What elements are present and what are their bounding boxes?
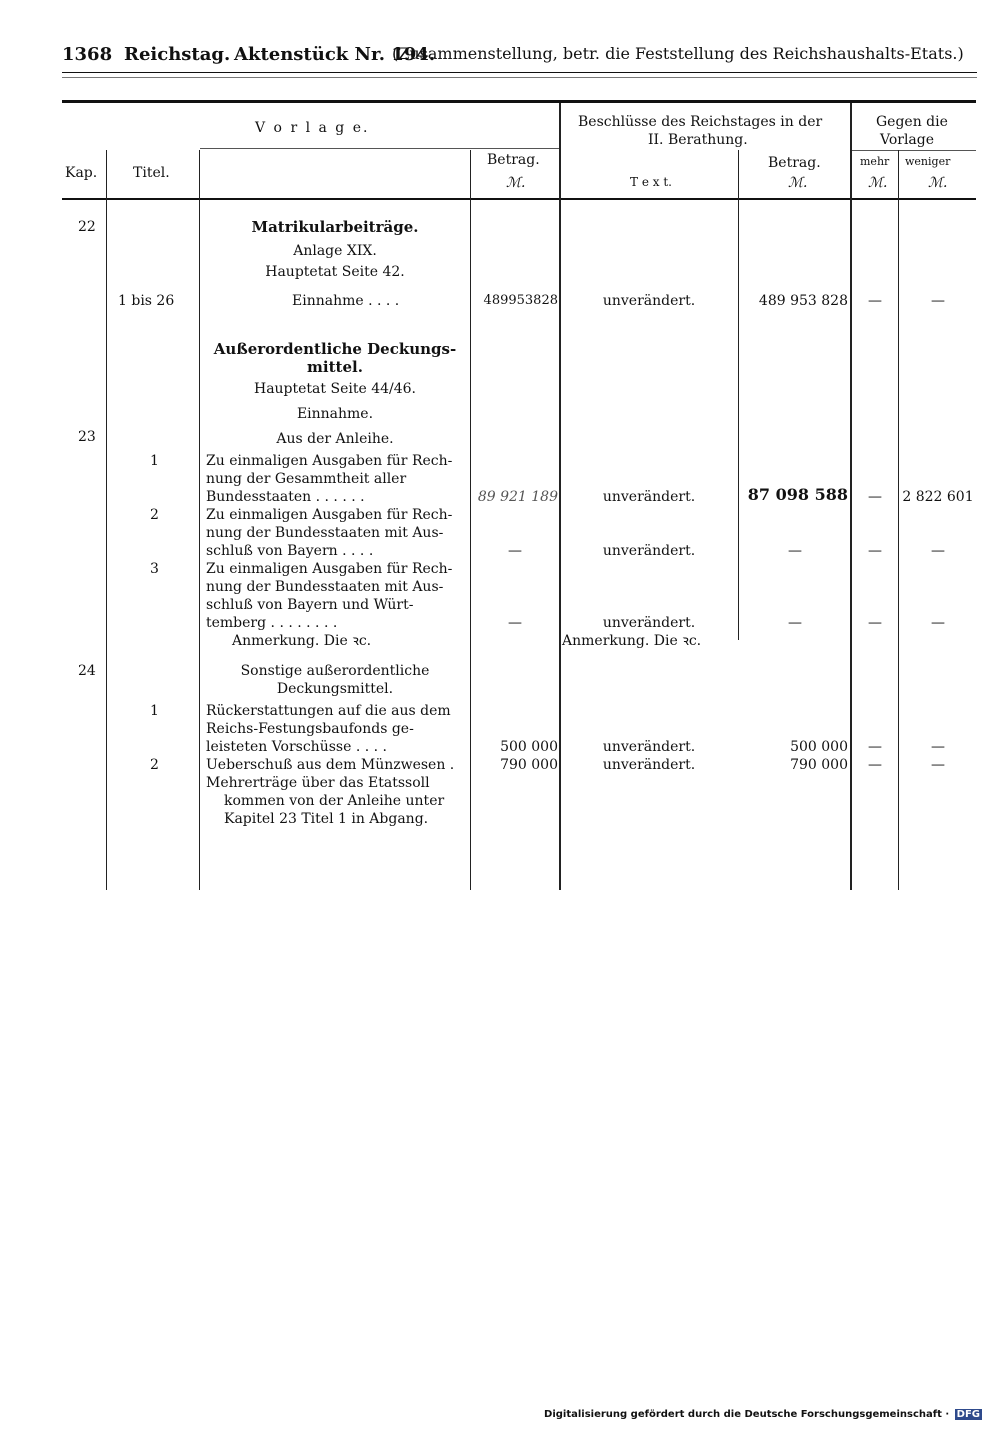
titel-24-2: 2 [150, 757, 159, 773]
header-beschluesse: Beschlüsse des Reichstages in der [578, 114, 823, 130]
section-title-ao-1: Außerordentliche Deckungs- [213, 340, 457, 358]
col-divider-mehr [898, 150, 899, 890]
desc-23-3-line: Zu einmaligen Ausgaben für Rech- [206, 561, 453, 577]
col-divider-text [738, 150, 739, 640]
weniger-24-1: — [931, 739, 945, 755]
beschluss-text-23-3: unverändert. [602, 615, 696, 631]
desc-23-1 [206, 452, 456, 506]
header-beratung: II. Berathung. [648, 132, 748, 148]
gegen-subrule [852, 150, 976, 151]
header-beschluss-unit: ℳ. [788, 175, 808, 191]
header-mehr: mehr [860, 155, 890, 168]
titel-23-2: 2 [150, 507, 159, 523]
desc-23-1-line: nung der Gesammtheit aller [206, 471, 407, 487]
mehr-23-1: — [868, 489, 882, 505]
section-sonstige-1: Sonstige außerordentliche [240, 663, 430, 679]
beschluss-betrag-23-2: — [788, 543, 802, 559]
titel-23-1: 1 [150, 453, 159, 469]
header-betrag-unit: ℳ. [506, 175, 526, 191]
mehr-23-3: — [868, 615, 882, 631]
digitization-credit-text: Digitalisierung gefördert durch die Deutsche Forschungsgemeinschaft · [544, 1409, 950, 1420]
digitization-credit [544, 1409, 982, 1420]
desc-23-3-line: schluß von Bayern und Würt- [206, 597, 414, 613]
beschluss-text-24-1: unverändert. [602, 739, 696, 755]
weniger-value: — [931, 293, 945, 309]
publication-name: Reichstag. [124, 44, 231, 65]
beschluss-betrag-23-3: — [788, 615, 802, 631]
header-mehr-unit: ℳ. [868, 175, 888, 191]
beschluss-betrag: 489 953 828 [758, 293, 848, 309]
section-ao-einnahme: Einnahme. [296, 406, 374, 422]
header-weniger-unit: ℳ. [928, 175, 948, 191]
betrag-23-3: — [508, 615, 522, 631]
weniger-23-1: 2 822 601 [902, 489, 974, 505]
head-rule [62, 72, 977, 73]
titel-range: 1 bis 26 [118, 293, 175, 309]
desc-23-2 [206, 506, 456, 560]
desc-24-1 [206, 702, 456, 756]
section-anleihe: Aus der Anleihe. [276, 431, 394, 447]
document-number: Aktenstück Nr. 194. [234, 44, 436, 65]
section-anlage: Anlage XIX. [293, 243, 377, 259]
desc-23-3 [206, 560, 456, 650]
header-weniger: weniger [905, 155, 951, 168]
desc-23-1-line: Bundesstaaten . . . . . . [206, 489, 365, 505]
desc-24-2-line: Kapitel 23 Titel 1 in Abgang. [224, 811, 429, 827]
betrag-24-1: 500 000 [500, 739, 558, 755]
mehr-23-2: — [868, 543, 882, 559]
header-gegen-vorlage: Vorlage [880, 132, 935, 148]
desc-24-1-line: Reichs-Festungsbaufonds ge- [206, 721, 414, 737]
head-rule-thin [62, 77, 977, 78]
section-title-matrikular: Matrikularbeiträge. [251, 218, 419, 236]
header-betrag: Betrag. [487, 152, 540, 168]
table-top-rule [62, 100, 976, 103]
weniger-23-2: — [931, 543, 945, 559]
desc-24-2-line: Mehrerträge über das Etatssoll [206, 775, 430, 791]
mehr-24-1: — [868, 739, 882, 755]
kap-23: 23 [78, 429, 96, 445]
header-titel: Titel. [133, 165, 170, 181]
col-divider-titel [199, 150, 200, 890]
beschluss-text-23-2: unverändert. [602, 543, 696, 559]
section-sonstige-2: Deckungsmittel. [276, 681, 394, 697]
desc-24-1-line: leisteten Vorschüsse . . . . [206, 739, 387, 755]
col-divider-desc [470, 150, 471, 890]
header-beschluss-betrag: Betrag. [768, 155, 821, 171]
desc-23-2-line: Zu einmaligen Ausgaben für Rech- [206, 507, 453, 523]
desc-23-3-note: Anmerkung. Die ꝛc. [232, 633, 372, 649]
betrag-value: 489953828 [483, 293, 558, 308]
desc-24-1-line: Rückerstattungen auf die aus dem [206, 703, 451, 719]
dfg-logo: DFG [956, 1409, 980, 1420]
betrag-23-1: 89 921 189 [477, 489, 558, 505]
page-number: 1368 [62, 44, 113, 65]
mehr-value: — [868, 293, 882, 309]
desc-24-2-line: kommen von der Anleihe unter [224, 793, 445, 809]
section-hauptetat: Hauptetat Seite 42. [265, 264, 405, 280]
desc-24-2-line: Ueberschuß aus dem Münzwesen . [206, 757, 455, 773]
desc-23-2-line: nung der Bundesstaaten mit Aus- [206, 525, 444, 541]
beschluss-betrag-23-1: 87 098 588 [747, 485, 848, 504]
header-vorlage: V o r l a g e. [255, 120, 370, 136]
betrag-23-2: — [508, 543, 522, 559]
beschluss-betrag-24-1: 500 000 [790, 739, 848, 755]
header-kap: Kap. [65, 165, 98, 181]
header-gegen: Gegen die [876, 114, 948, 130]
weniger-24-2: — [931, 757, 945, 773]
col-divider-kap [106, 150, 107, 890]
beschluss-text: unverändert. [602, 293, 696, 309]
kap-22: 22 [78, 219, 96, 235]
betrag-24-2: 790 000 [500, 757, 558, 773]
header-text: T e x t. [630, 175, 672, 189]
beschluss-text-23-1: unverändert. [602, 489, 696, 505]
section-ao-hauptetat: Hauptetat Seite 44/46. [253, 381, 416, 397]
row-label: Einnahme . . . . [292, 293, 400, 309]
kap-24: 24 [78, 663, 96, 679]
beschluss-text-24-2: unverändert. [602, 757, 696, 773]
section-title-ao-2: mittel. [307, 358, 363, 376]
document-subject: (Zusammenstellung, betr. die Feststellung des Reichshaushalts-Etats.) [392, 44, 964, 63]
vorlage-subrule [200, 148, 560, 149]
titel-24-1: 1 [150, 703, 159, 719]
desc-24-2 [206, 756, 456, 828]
desc-23-2-line: schluß von Bayern . . . . [206, 543, 374, 559]
desc-23-3-line: nung der Bundesstaaten mit Aus- [206, 579, 444, 595]
weniger-23-3: — [931, 615, 945, 631]
desc-23-1-line: Zu einmaligen Ausgaben für Rech- [206, 453, 453, 469]
titel-23-3: 3 [150, 561, 159, 577]
mehr-24-2: — [868, 757, 882, 773]
desc-23-3-line: temberg . . . . . . . . [206, 615, 338, 631]
beschluss-note-23-3: Anmerkung. Die ꝛc. [562, 633, 702, 649]
beschluss-betrag-24-2: 790 000 [790, 757, 848, 773]
